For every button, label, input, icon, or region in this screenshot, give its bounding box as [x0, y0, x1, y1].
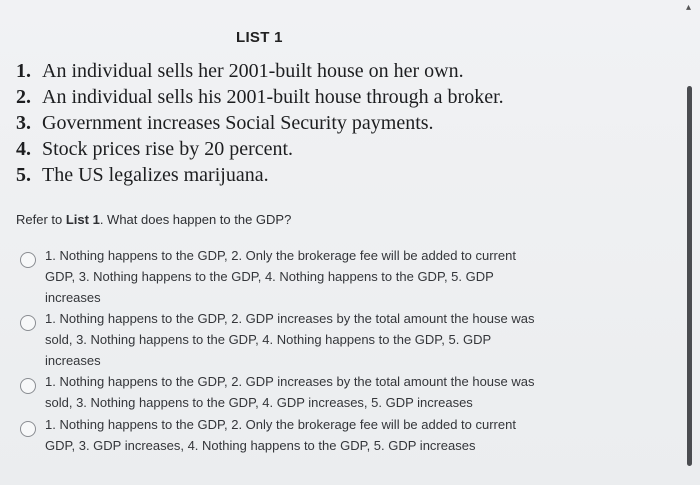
list-item-text: An individual sells his 2001-built house through a broker. — [42, 86, 504, 108]
answer-option-text[interactable]: 1. Nothing happens to the GDP, 2. Only the brokerage fee will be added to current GDP, 3. Nothing happens to the GDP, 4. Nothing happens to the GDP, 5. GDP increases — [45, 248, 516, 305]
list-item — [16, 162, 504, 188]
scrollbar[interactable] — [687, 86, 692, 466]
list-item-text: The US legalizes marijuana. — [42, 164, 269, 186]
question-text — [16, 212, 291, 227]
question-prefix: Refer to — [16, 212, 66, 227]
radio-button[interactable] — [20, 252, 36, 268]
list-item — [16, 58, 504, 84]
radio-button[interactable] — [20, 378, 36, 394]
list-item — [16, 110, 504, 136]
answer-option-text[interactable]: 1. Nothing happens to the GDP, 2. GDP increases by the total amount the house was sold, 3. Nothing happens to the GDP, 4. GDP increases, 5. GDP increases — [45, 374, 535, 410]
list-item-number: 3. — [16, 112, 31, 134]
answer-option-2[interactable] — [20, 308, 537, 371]
list-item-text: Stock prices rise by 20 percent. — [42, 138, 294, 160]
radio-button[interactable] — [20, 421, 36, 437]
answer-option-text[interactable]: 1. Nothing happens to the GDP, 2. GDP increases by the total amount the house was sold, 3. Nothing happens to the GDP, 4. Nothing happens to the GDP, 5. GDP increases — [45, 311, 535, 368]
chevron-up-icon[interactable]: ▴ — [686, 2, 692, 13]
answer-option-1[interactable] — [20, 245, 537, 308]
question-reference: List 1 — [65, 212, 100, 227]
question-suffix: . What does happen to the GDP? — [99, 212, 292, 227]
list-item-number: 5. — [16, 164, 31, 186]
list-item-number: 2. — [16, 86, 31, 108]
list-item — [16, 84, 504, 110]
answer-option-text[interactable]: 1. Nothing happens to the GDP, 2. Only the brokerage fee will be added to current GDP, 3. GDP increases, 4. Nothing happens to the GDP, 5. GDP increases — [45, 417, 516, 453]
list-item-number: 1. — [16, 60, 31, 82]
answer-option-3[interactable] — [20, 371, 537, 413]
list-1 — [16, 58, 504, 188]
list-item — [16, 136, 504, 162]
list-item-number: 4. — [16, 138, 31, 160]
answer-option-4[interactable] — [20, 414, 537, 456]
list-item-text: An individual sells her 2001-built house on her own. — [42, 60, 464, 82]
radio-button[interactable] — [20, 315, 36, 331]
list-title: LIST 1 — [236, 29, 283, 46]
list-item-text: Government increases Social Security payments. — [42, 112, 434, 134]
